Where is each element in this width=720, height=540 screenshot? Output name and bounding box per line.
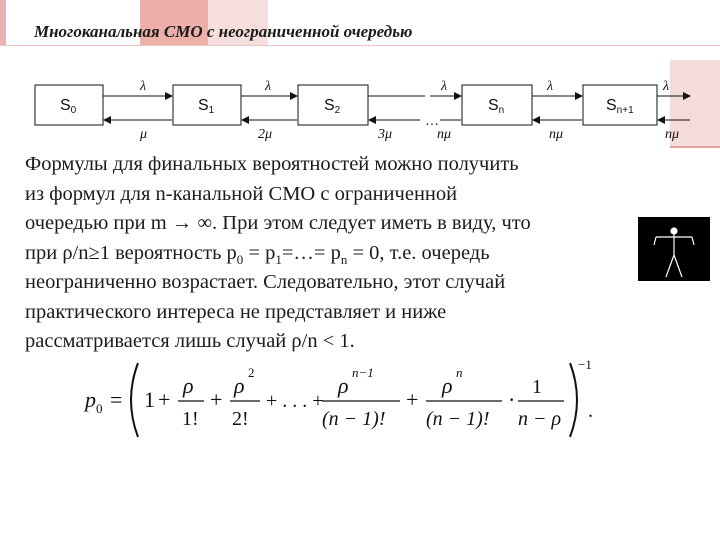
svg-text:μ: μ <box>140 127 148 142</box>
svg-text:nμ: nμ <box>437 127 452 142</box>
svg-text:·: · <box>508 387 516 412</box>
body-line: очередью при m → ∞. При этом следует иметь в виду, что <box>25 212 531 234</box>
svg-text:S2: S2 <box>324 97 341 116</box>
formula-p0 <box>80 355 600 445</box>
svg-text:p: p <box>85 387 96 412</box>
svg-text:1: 1 <box>532 376 542 398</box>
body-paragraph <box>25 150 635 357</box>
svg-text:+: + <box>158 387 171 412</box>
svg-text:−1: −1 <box>578 357 592 372</box>
body-line: Формулы для финальных вероятностей можно получить <box>25 153 519 175</box>
svg-text:λ: λ <box>663 79 670 94</box>
svg-text:Sn+1: Sn+1 <box>606 97 634 116</box>
svg-text:λ: λ <box>140 79 147 94</box>
decor-divider <box>0 45 720 46</box>
svg-text:nμ: nμ <box>549 127 564 142</box>
svg-text:=: = <box>110 387 123 412</box>
state-box-s1 <box>173 85 241 125</box>
svg-text:ρ: ρ <box>234 373 245 398</box>
svg-text:λ: λ <box>265 79 272 94</box>
svg-text:(n − 1)!: (n − 1)! <box>322 408 386 430</box>
state-box-s2 <box>298 85 368 125</box>
svg-text:3μ: 3μ <box>378 127 393 142</box>
svg-text:+: + <box>406 387 419 412</box>
mu-labels <box>139 127 679 142</box>
state-box-sn1 <box>583 85 657 125</box>
svg-text:(n − 1)!: (n − 1)! <box>426 408 490 430</box>
svg-text:λ: λ <box>441 79 448 94</box>
body-line: неограниченно возрастает. Следовательно, этот случай <box>25 271 506 293</box>
svg-text:ρ: ρ <box>338 373 349 398</box>
svg-text:+ . . . +: + . . . + <box>266 390 324 412</box>
state-box-s0 <box>35 85 103 125</box>
svg-text:.: . <box>588 400 593 422</box>
page-title: Многоканальная СМО с неограниченной очередью <box>34 22 413 41</box>
figure-thumbnail <box>638 217 710 281</box>
svg-text:nμ: nμ <box>665 127 680 142</box>
svg-text:Sn: Sn <box>488 97 505 116</box>
svg-text:n − ρ: n − ρ <box>518 408 562 430</box>
body-line: при ρ/n≥1 вероятность $p_0$ = $p_1=\dots= p_n = 0$, т.е. очередь <box>25 241 490 267</box>
svg-text:1!: 1! <box>182 408 199 430</box>
decor-bar-left <box>0 0 6 46</box>
body-line: практического интереса не представляет и ниже <box>25 300 447 323</box>
svg-text:ρ: ρ <box>442 373 453 398</box>
ellipsis-label: … <box>426 114 439 129</box>
svg-text:S0: S0 <box>60 97 77 116</box>
state-box-sn <box>462 85 532 125</box>
svg-text:n: n <box>456 365 463 380</box>
svg-text:1: 1 <box>144 387 155 412</box>
svg-text:λ: λ <box>547 79 554 94</box>
figure-icon <box>638 217 710 281</box>
svg-text:ρ: ρ <box>183 373 194 398</box>
svg-text:n−1: n−1 <box>352 365 374 380</box>
svg-text:+: + <box>210 387 223 412</box>
svg-text:2!: 2! <box>232 408 249 430</box>
svg-text:2: 2 <box>248 365 255 380</box>
svg-text:S1: S1 <box>198 97 215 116</box>
body-line: рассматривается лишь случай ρ/n < 1. <box>25 330 355 352</box>
state-transition-diagram <box>0 70 720 150</box>
body-line: из формул для n-канальной СМО с ограниченной <box>25 182 458 205</box>
svg-text:0: 0 <box>96 401 103 416</box>
svg-text:2μ: 2μ <box>258 127 273 142</box>
